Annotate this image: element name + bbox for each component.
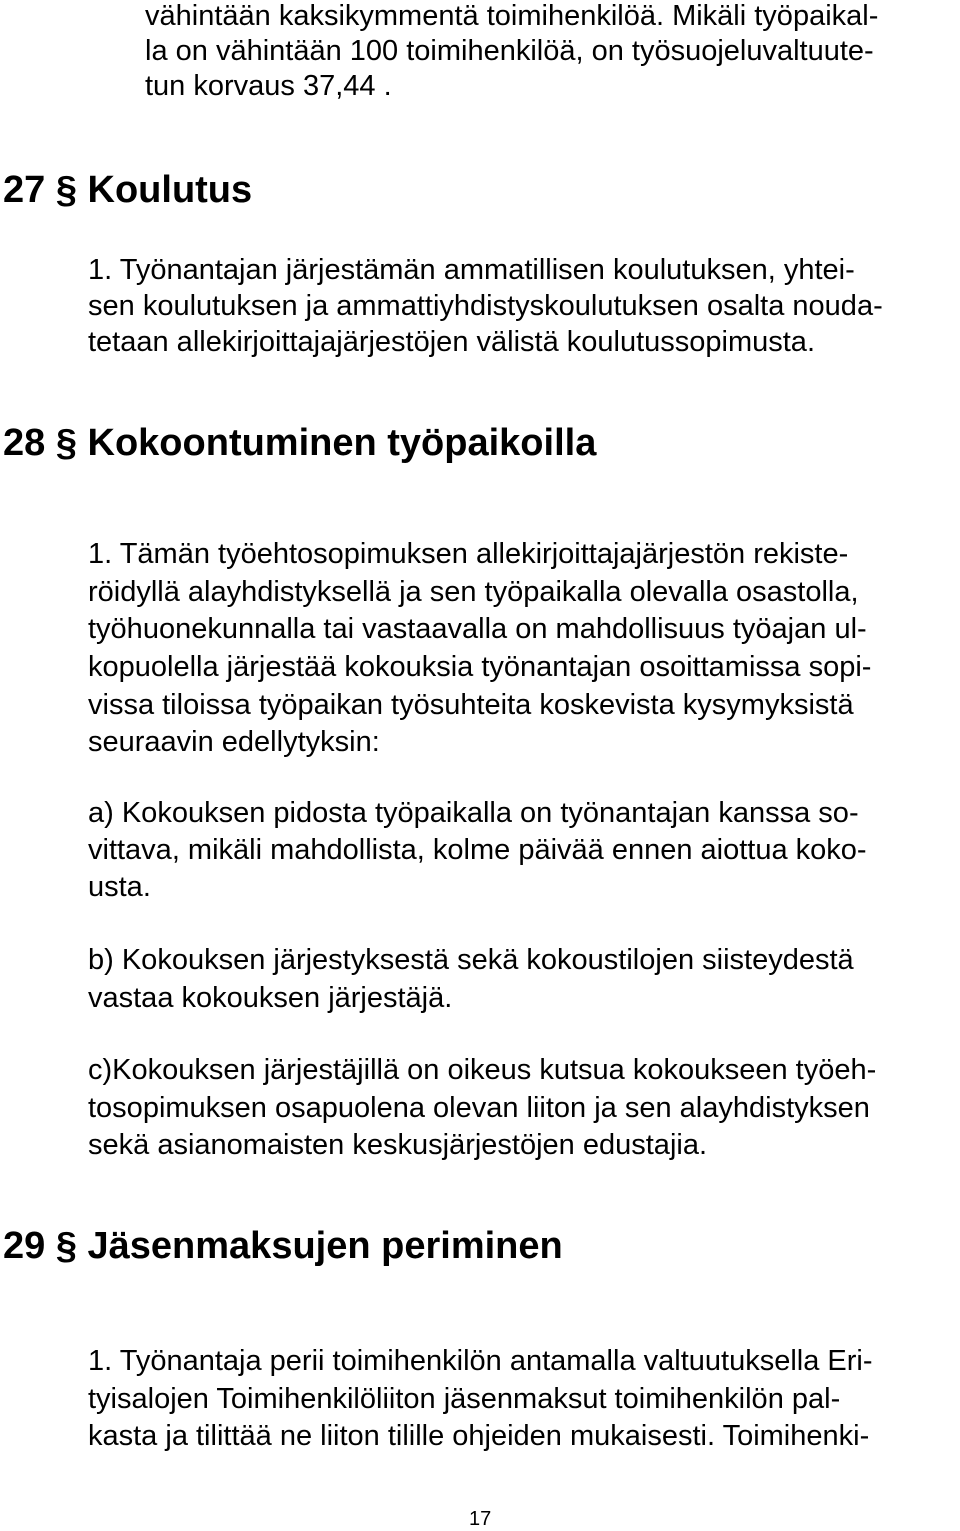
text-line: vittava, mikäli mahdollista, kolme päivää ennen aiottua koko- — [88, 834, 867, 866]
text-line: c)Kokouksen järjestäjillä on oikeus kutsua kokoukseen työeh- — [88, 1054, 877, 1086]
text-line: tetaan allekirjoittajajärjestöjen välistä koulutussopimusta. — [88, 326, 815, 358]
text-line: 1. Työnantaja perii toimihenkilön antamalla valtuutuksella Eri- — [88, 1345, 873, 1377]
text-line: tun korvaus 37,44 . — [145, 70, 392, 102]
text-line: sekä asianomaisten keskusjärjestöjen edustajia. — [88, 1129, 708, 1161]
text-line: b) Kokouksen järjestyksestä sekä kokoustilojen siisteydestä — [88, 944, 854, 976]
section-27-heading: 27 § Koulutus — [3, 169, 253, 211]
text-line: 1. Työnantajan järjestämän ammatillisen koulutuksen, yhtei- — [88, 254, 855, 286]
text-line: seuraavin edellytyksin: — [88, 726, 380, 758]
text-line: sen koulutuksen ja ammattiyhdistyskoulutuksen osalta nouda- — [88, 290, 883, 322]
text-line: 1. Tämän työehtosopimuksen allekirjoittajajärjestön rekiste- — [88, 538, 849, 570]
text-line: vastaa kokouksen järjestäjä. — [88, 982, 453, 1014]
text-line: tyisalojen Toimihenkilöliiton jäsenmaksut toimihenkilön pal- — [88, 1383, 841, 1415]
text-line: vähintään kaksikymmentä toimihenkilöä. Mikäli työpaikal- — [145, 0, 879, 32]
text-line: tosopimuksen osapuolena olevan liiton ja sen alayhdistyksen — [88, 1092, 870, 1124]
page-number: 17 — [469, 1508, 492, 1530]
text-line: la on vähintään 100 toimihenkilöä, on työsuojeluvaltuute- — [145, 35, 874, 67]
text-line: työhuonekunnalla tai vastaavalla on mahdollisuus työajan ul- — [88, 613, 867, 645]
text-line: kasta ja tilittää ne liiton tilille ohjeiden mukaisesti. Toimihenki- — [88, 1420, 870, 1452]
section-28-heading: 28 § Kokoontuminen työpaikoilla — [3, 422, 597, 464]
text-line: vissa tiloissa työpaikan työsuhteita koskevista kysymyksistä — [88, 689, 854, 721]
text-line: kopuolella järjestää kokouksia työnantajan osoittamissa sopi- — [88, 651, 872, 683]
text-line: usta. — [88, 871, 151, 903]
text-line: röidyllä alayhdistyksellä ja sen työpaikalla olevalla osastolla, — [88, 576, 859, 608]
section-29-heading: 29 § Jäsenmaksujen periminen — [3, 1225, 563, 1267]
text-line: a) Kokouksen pidosta työpaikalla on työnantajan kanssa so- — [88, 797, 859, 829]
